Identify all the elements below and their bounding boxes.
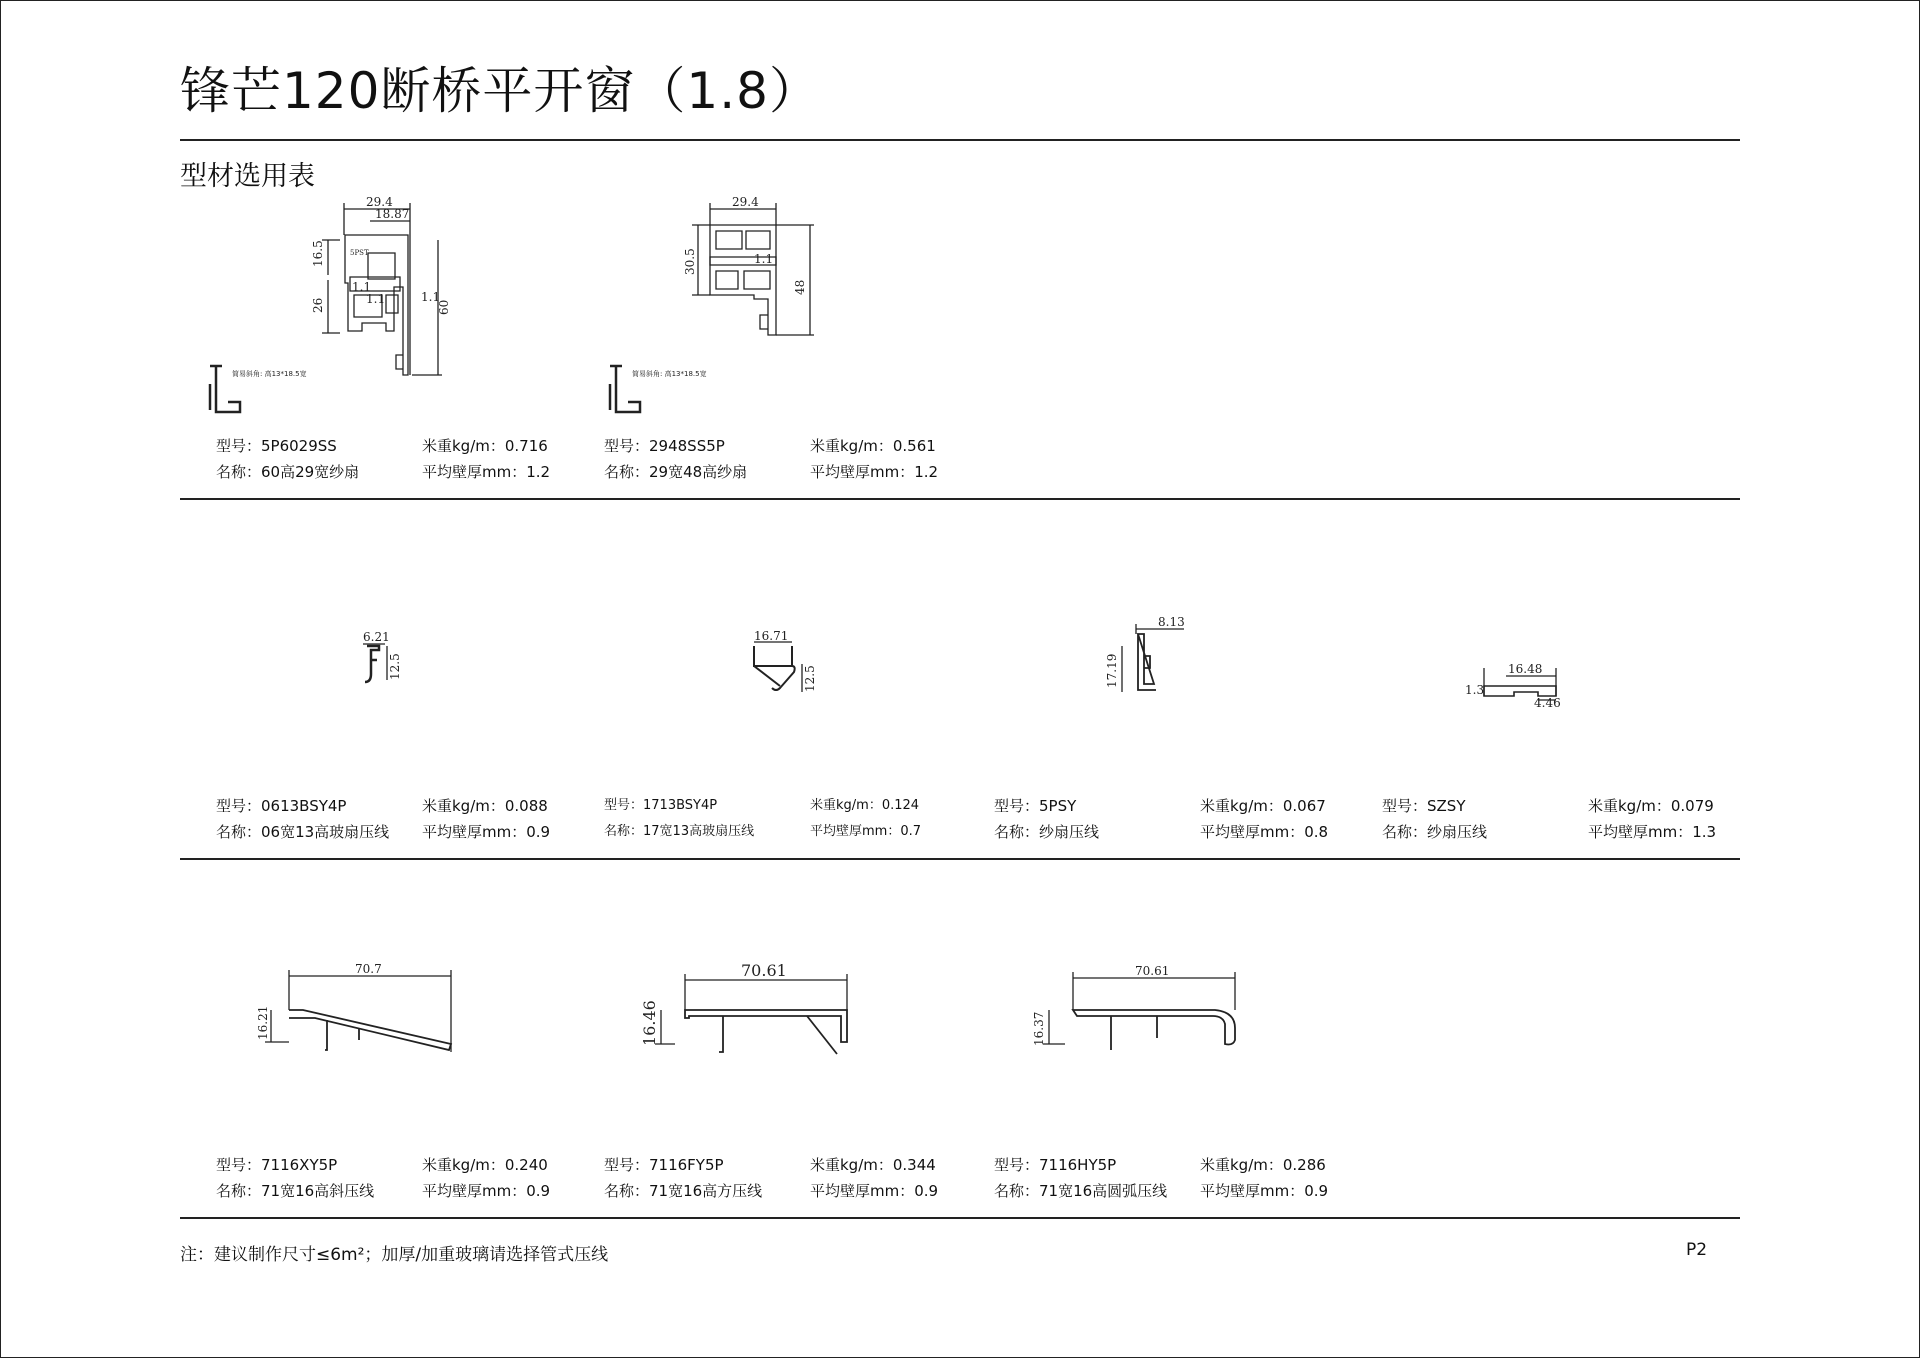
page-number: P2 <box>1686 1240 1708 1260</box>
dim-label: 1.1 <box>421 290 441 304</box>
dim-label: 16.21 <box>256 1005 270 1040</box>
profile-drawing-7116XY5P <box>255 960 475 1050</box>
weight-label: 米重kg/m：0.716 <box>422 437 548 455</box>
profile-drawing-0613BSY4P <box>355 630 415 710</box>
corner-sketch-2948SS5P <box>600 362 707 422</box>
dim-label: 1.3 <box>1465 683 1485 697</box>
dim-label: 29.4 <box>732 195 759 209</box>
dim-label: 30.5 <box>683 248 697 275</box>
thickness-label: 平均壁厚mm：1.2 <box>422 463 551 481</box>
name-label: 名称：71宽16高方压线 <box>604 1182 763 1200</box>
dim-label: 70.61 <box>1135 964 1170 978</box>
weight-label: 米重kg/m：0.079 <box>1588 797 1714 815</box>
model-label: 型号：0613BSY4P <box>216 797 347 815</box>
thickness-label: 平均壁厚mm：0.9 <box>810 1182 939 1200</box>
dim-label: 16.48 <box>1508 662 1543 676</box>
thickness-label: 平均壁厚mm：1.3 <box>1588 823 1717 841</box>
dim-label: 1.1 <box>352 280 372 294</box>
profile-drawing-1713BSY4P <box>740 630 830 710</box>
dim-label: 8.13 <box>1158 615 1185 629</box>
row-divider-3 <box>180 1217 1740 1219</box>
name-label: 名称：17宽13高玻扇压线 <box>604 824 755 839</box>
dim-label: 1.1 <box>366 292 386 306</box>
dim-label: 12.5 <box>803 665 817 692</box>
profile-drawing-5PSY <box>1100 612 1200 692</box>
name-label: 名称：06宽13高玻扇压线 <box>216 823 390 841</box>
name-label: 名称：71宽16高斜压线 <box>216 1182 375 1200</box>
thickness-label: 平均壁厚mm：0.9 <box>422 1182 551 1200</box>
thickness-label: 平均壁厚mm：1.2 <box>810 463 939 481</box>
name-label: 名称：纱扇压线 <box>994 823 1100 841</box>
corner-note: 简易斜角: 高13*18.5宽 <box>232 370 307 378</box>
model-label: 型号：1713BSY4P <box>604 798 718 813</box>
dim-label: 48 <box>793 279 807 295</box>
weight-label: 米重kg/m：0.286 <box>1200 1156 1326 1174</box>
model-label: 型号：7116HY5P <box>994 1156 1117 1174</box>
thickness-label: 平均壁厚mm：0.9 <box>1200 1182 1329 1200</box>
dim-label: 16.5 <box>311 240 325 267</box>
thickness-label: 平均壁厚mm：0.7 <box>810 824 922 839</box>
model-label: 型号：7116XY5P <box>216 1156 338 1174</box>
profile-drawing-7116HY5P <box>1025 960 1255 1060</box>
thickness-label: 平均壁厚mm：0.9 <box>422 823 551 841</box>
section-subtitle: 型材选用表 <box>180 161 315 192</box>
name-label: 名称：29宽48高纱扇 <box>604 463 748 481</box>
weight-label: 米重kg/m：0.240 <box>422 1156 548 1174</box>
model-label: 型号：2948SS5P <box>604 437 725 455</box>
profile-drawing-7116FY5P <box>635 960 865 1060</box>
row-divider-2 <box>180 858 1740 860</box>
weight-label: 米重kg/m：0.561 <box>810 437 936 455</box>
dim-label: 60 <box>437 299 451 315</box>
dim-label: 18.87 <box>375 207 410 221</box>
weight-label: 米重kg/m：0.344 <box>810 1156 936 1174</box>
model-label: 型号：5PSY <box>994 797 1077 815</box>
dim-label: 26 <box>311 297 325 313</box>
dim-label: 17.19 <box>1105 653 1119 688</box>
corner-sketch-5P6029SS <box>200 362 307 422</box>
model-label: 型号：SZSY <box>1382 797 1466 815</box>
dim-label: 1.1 <box>754 252 774 266</box>
weight-label: 米重kg/m：0.067 <box>1200 797 1326 815</box>
weight-label: 米重kg/m：0.124 <box>810 798 920 813</box>
profile-code-note: 5PST <box>350 249 369 257</box>
dim-label: 29.4 <box>366 195 393 209</box>
profile-drawing-5P6029SS <box>300 195 460 385</box>
name-label: 名称：60高29宽纱扇 <box>216 463 360 481</box>
thickness-label: 平均壁厚mm：0.8 <box>1200 823 1329 841</box>
weight-label: 米重kg/m：0.088 <box>422 797 548 815</box>
dim-label: 12.5 <box>388 653 402 680</box>
row-divider-1 <box>180 498 1740 500</box>
model-label: 型号：7116FY5P <box>604 1156 724 1174</box>
dim-label: 16.37 <box>1032 1011 1046 1046</box>
model-label: 型号：5P6029SS <box>216 437 337 455</box>
dim-label: 16.46 <box>640 1000 659 1046</box>
dim-label: 70.7 <box>355 962 382 976</box>
dim-label: 6.21 <box>363 630 390 644</box>
corner-note: 简易斜角: 高13*18.5宽 <box>632 370 707 378</box>
footnote: 注：建议制作尺寸≤6m²；加厚/加重玻璃请选择管式压线 <box>180 1245 609 1265</box>
dim-label: 4.46 <box>1534 696 1561 710</box>
name-label: 名称：纱扇压线 <box>1382 823 1488 841</box>
profile-drawing-SZSY <box>1464 660 1574 710</box>
profile-drawing-2948SS5P <box>680 195 840 345</box>
dim-label: 16.71 <box>754 629 789 643</box>
name-label: 名称：71宽16高圆弧压线 <box>994 1182 1168 1200</box>
page-title: 锋芒120断桥平开窗（1.8） <box>180 62 820 120</box>
dim-label: 70.61 <box>741 961 787 980</box>
title-divider <box>180 139 1740 141</box>
